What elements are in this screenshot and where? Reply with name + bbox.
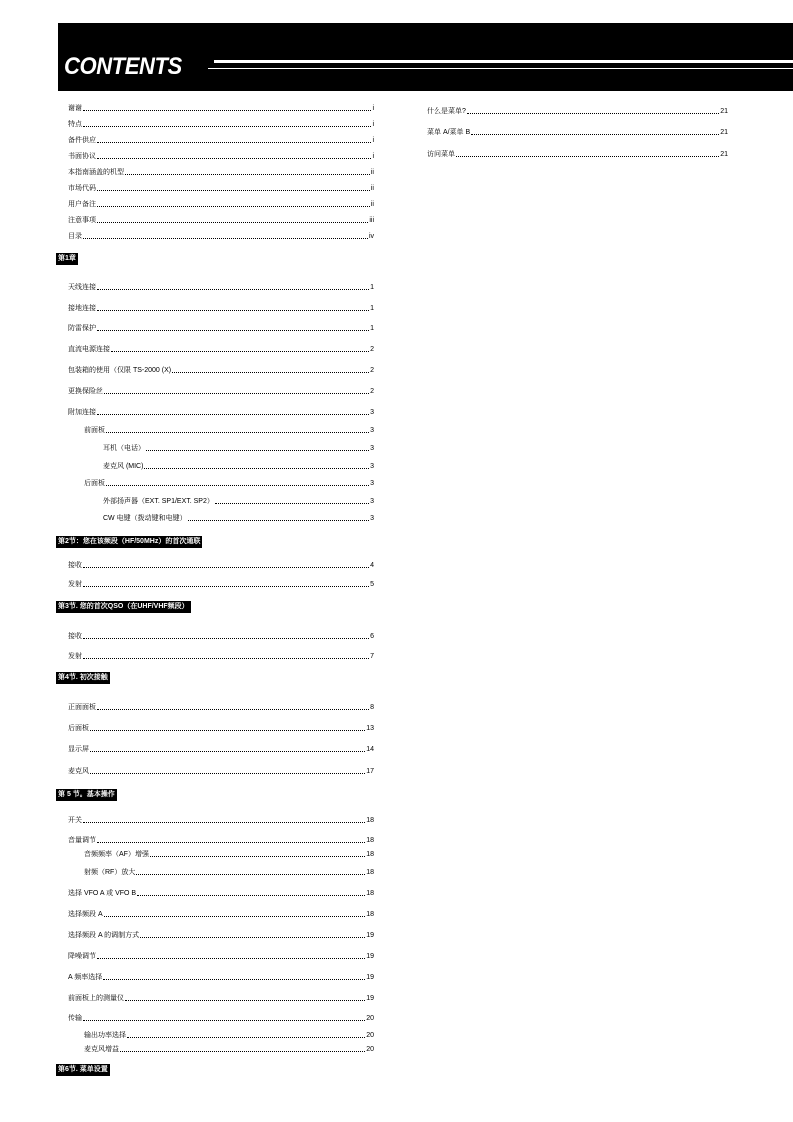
toc-entry-label: 选择频段 A: [68, 911, 103, 918]
toc-entry-label: 备件供应: [68, 137, 96, 144]
dot-leader: [188, 520, 369, 521]
toc-entry[interactable]: [68, 834, 374, 845]
toc-entry-page: iv: [368, 233, 374, 240]
dot-leader: [83, 567, 369, 568]
contents-header: [58, 23, 793, 91]
chapter-heading[interactable]: 第1章: [56, 253, 78, 265]
toc-entry-page: 8: [370, 704, 374, 711]
dot-leader: [97, 958, 365, 959]
toc-entry-label: 发射: [68, 581, 82, 588]
dot-leader: [137, 895, 365, 896]
toc-entry[interactable]: [84, 1029, 374, 1040]
dot-leader: [97, 158, 371, 159]
toc-entry[interactable]: [68, 971, 374, 982]
toc-entry-label: 本指南涵盖的机型: [68, 169, 124, 176]
toc-entry-label: 音量调节: [68, 837, 96, 844]
dot-leader: [97, 206, 370, 207]
dot-leader: [83, 238, 368, 239]
toc-entry[interactable]: [68, 1012, 374, 1023]
toc-entry-label: 接地连接: [68, 305, 96, 312]
toc-entry-page: 1: [370, 325, 374, 332]
dot-leader: [140, 937, 365, 938]
toc-entry-label: 前面板上的测量仪: [68, 995, 124, 1002]
toc-entry-page: 18: [366, 817, 374, 824]
toc-entry-page: 1: [370, 305, 374, 312]
toc-entry-page: ii: [370, 185, 374, 192]
toc-entry-page: 5: [370, 581, 374, 588]
toc-entry-page: 18: [366, 890, 374, 897]
toc-entry[interactable]: [84, 424, 374, 435]
toc-entry-page: i: [372, 153, 374, 160]
toc-entry-page: 3: [370, 463, 374, 470]
toc-entry-label: 防雷保护: [68, 325, 96, 332]
toc-entry[interactable]: [68, 230, 374, 241]
toc-entry-page: 17: [366, 768, 374, 775]
toc-entry-page: 19: [366, 995, 374, 1002]
chapter-heading[interactable]: 第 5 节。基本操作: [56, 789, 117, 801]
dot-leader: [90, 730, 365, 731]
toc-entry-label: 麦克风增益: [84, 1046, 119, 1053]
dot-leader: [90, 751, 365, 752]
dot-leader: [120, 1051, 365, 1052]
toc-entry[interactable]: [68, 322, 374, 333]
dot-leader: [97, 222, 368, 223]
toc-entry[interactable]: [84, 1043, 374, 1054]
header-rule-thin: [208, 68, 793, 69]
dot-leader: [90, 773, 365, 774]
toc-entry-page: 18: [366, 851, 374, 858]
toc-entry[interactable]: [68, 364, 374, 375]
toc-entry-page: ii: [370, 169, 374, 176]
dot-leader: [83, 110, 371, 111]
toc-entry-page: 19: [366, 932, 374, 939]
toc-entry-label: 外部扬声器（EXT. SP1/EXT. SP2）: [103, 498, 214, 505]
chapter-heading[interactable]: 第4节. 初次接触: [56, 672, 110, 684]
toc-entry-label: 用户备注: [68, 201, 96, 208]
toc-entry-label: 特点: [68, 121, 82, 128]
dot-leader: [136, 874, 365, 875]
toc-entry-label: 包装箱的使用（仅限 TS-2000 (X): [68, 367, 172, 374]
toc-entry[interactable]: [103, 442, 374, 453]
dot-leader: [104, 916, 366, 917]
toc-entry-label: 发射: [68, 653, 82, 660]
toc-entry-page: 3: [370, 445, 374, 452]
toc-entry[interactable]: [68, 302, 374, 313]
dot-leader: [127, 1037, 365, 1038]
dot-leader: [97, 289, 369, 290]
toc-entry-page: 3: [370, 515, 374, 522]
dot-leader: [97, 842, 365, 843]
toc-entry-label: 市场代码: [68, 185, 96, 192]
toc-entry-page: 3: [370, 480, 374, 487]
toc-entry-label: 目录: [68, 233, 82, 240]
page-title: CONTENTS: [64, 53, 182, 80]
toc-entry-label: 选择 VFO A 或 VFO B: [68, 890, 137, 897]
toc-entry-page: i: [372, 137, 374, 144]
toc-entry[interactable]: [68, 198, 374, 209]
toc-entry-page: 1: [370, 284, 374, 291]
dot-leader: [111, 351, 369, 352]
toc-entry-page: 2: [370, 367, 374, 374]
toc-entry[interactable]: [68, 929, 374, 940]
toc-entry-label: A 频率选择: [68, 974, 103, 981]
toc-entry-label: 传输: [68, 1015, 82, 1022]
toc-entry-label: 注意事项: [68, 217, 96, 224]
toc-entry[interactable]: [68, 814, 374, 825]
toc-entry-label: 后面板: [84, 480, 105, 487]
toc-entry-label: 接收: [68, 633, 82, 640]
toc-entry-label: 音频频率（AF）增强: [84, 851, 149, 858]
toc-entry[interactable]: [68, 385, 374, 396]
dot-leader: [106, 432, 369, 433]
toc-entry[interactable]: [68, 182, 374, 193]
dot-leader: [215, 503, 369, 504]
dot-leader: [83, 638, 369, 639]
dot-leader: [125, 174, 370, 175]
toc-entry[interactable]: [68, 887, 374, 898]
toc-entry-page: 20: [366, 1015, 374, 1022]
toc-entry[interactable]: [427, 126, 728, 137]
toc-entry-page: 14: [366, 746, 374, 753]
dot-leader: [144, 468, 369, 469]
toc-entry-label: 前面板: [84, 427, 105, 434]
dot-leader: [104, 393, 369, 394]
toc-entry-label: 开关: [68, 817, 82, 824]
toc-entry[interactable]: [68, 950, 374, 961]
toc-entry[interactable]: [68, 118, 374, 129]
toc-entry[interactable]: [84, 477, 374, 488]
toc-entry[interactable]: [68, 343, 374, 354]
dot-leader: [83, 658, 369, 659]
toc-entry[interactable]: [84, 866, 374, 877]
toc-entry[interactable]: [103, 495, 374, 506]
toc-entry-label: 菜单 A/菜单 B: [427, 129, 471, 136]
toc-entry-page: 4: [370, 562, 374, 569]
toc-entry-page: 18: [366, 911, 374, 918]
toc-entry-label: 访问菜单: [427, 151, 455, 158]
toc-entry-label: 接收: [68, 562, 82, 569]
toc-entry-label: 麦克风 (MIC): [103, 463, 144, 470]
dot-leader: [467, 113, 719, 114]
toc-entry-page: 13: [366, 725, 374, 732]
toc-entry[interactable]: [68, 650, 374, 661]
dot-leader: [97, 330, 369, 331]
dot-leader: [97, 310, 369, 311]
toc-entry[interactable]: [68, 214, 374, 225]
toc-entry-label: 显示屏: [68, 746, 89, 753]
toc-entry[interactable]: [84, 848, 374, 859]
toc-entry-page: 20: [366, 1046, 374, 1053]
toc-entry-page: 6: [370, 633, 374, 640]
toc-entry[interactable]: [103, 512, 374, 523]
toc-entry-page: 19: [366, 974, 374, 981]
toc-entry[interactable]: [68, 578, 374, 589]
toc-entry[interactable]: [68, 992, 374, 1003]
toc-entry[interactable]: [68, 630, 374, 641]
toc-entry[interactable]: [68, 134, 374, 145]
toc-entry[interactable]: [68, 166, 374, 177]
toc-entry-page: 18: [366, 837, 374, 844]
toc-entry[interactable]: [68, 722, 374, 733]
chapter-heading[interactable]: 第3节. 您的首次QSO（在UHF/VHF频段）: [56, 601, 191, 613]
toc-entry-page: 2: [370, 346, 374, 353]
header-rule-thick: [214, 60, 793, 63]
toc-entry-label: 更换保险丝: [68, 388, 103, 395]
toc-entry-page: iii: [369, 217, 374, 224]
toc-entry[interactable]: [68, 765, 374, 776]
toc-entry-label: 麦克风: [68, 768, 89, 775]
chapter-heading[interactable]: 第2节：您在该频段（HF/50MHz）的首次通联: [56, 536, 202, 548]
dot-leader: [125, 1000, 365, 1001]
dot-leader: [83, 1020, 365, 1021]
toc-entry-label: 天线连接: [68, 284, 96, 291]
toc-entry-page: i: [372, 121, 374, 128]
toc-entry[interactable]: [427, 148, 728, 159]
dot-leader: [456, 156, 719, 157]
toc-entry-label: 正面面板: [68, 704, 96, 711]
toc-entry-page: 21: [720, 151, 728, 158]
toc-entry-label: 输出功率选择: [84, 1032, 126, 1039]
toc-entry-label: 后面板: [68, 725, 89, 732]
dot-leader: [150, 856, 365, 857]
dot-leader: [97, 142, 371, 143]
toc-entry[interactable]: [68, 559, 374, 570]
toc-entry-label: 附加连接: [68, 409, 96, 416]
toc-entry-page: 19: [366, 953, 374, 960]
toc-entry[interactable]: [103, 460, 374, 471]
toc-entry[interactable]: [68, 102, 374, 113]
dot-leader: [83, 822, 365, 823]
toc-entry-label: 什么是菜单?: [427, 108, 466, 115]
toc-entry[interactable]: [68, 743, 374, 754]
dot-leader: [97, 414, 369, 415]
toc-entry[interactable]: [68, 150, 374, 161]
toc-entry[interactable]: [427, 105, 728, 116]
dot-leader: [146, 450, 369, 451]
toc-entry-label: 耳机（电话）: [103, 445, 145, 452]
dot-leader: [97, 709, 369, 710]
dot-leader: [83, 126, 371, 127]
dot-leader: [83, 586, 369, 587]
toc-entry-page: 18: [366, 869, 374, 876]
toc-entry[interactable]: [68, 281, 374, 292]
toc-entry[interactable]: [68, 701, 374, 712]
toc-entry-label: 书面协议: [68, 153, 96, 160]
dot-leader: [97, 190, 370, 191]
toc-entry-label: 射频（RF）放大: [84, 869, 136, 876]
toc-entry-label: CW 电键（拨动键和电键）: [103, 515, 187, 522]
dot-leader: [103, 979, 365, 980]
toc-entry-label: 降噪调节: [68, 953, 96, 960]
dot-leader: [106, 485, 369, 486]
toc-entry-page: 7: [370, 653, 374, 660]
toc-entry-page: i: [372, 105, 374, 112]
toc-entry-label: 谢谢: [68, 105, 82, 112]
toc-entry-page: 2: [370, 388, 374, 395]
toc-entry[interactable]: [68, 908, 374, 919]
toc-entry[interactable]: [68, 406, 374, 417]
toc-entry-page: 3: [370, 409, 374, 416]
toc-entry-label: 直流电源连接: [68, 346, 110, 353]
toc-entry-label: 选择频段 A 的调制方式: [68, 932, 140, 939]
dot-leader: [471, 134, 719, 135]
toc-entry-page: 3: [370, 427, 374, 434]
dot-leader: [172, 372, 369, 373]
toc-entry-page: 21: [720, 129, 728, 136]
chapter-heading[interactable]: 第6节. 菜单设置: [56, 1064, 110, 1076]
toc-entry-page: ii: [370, 201, 374, 208]
toc-entry-page: 21: [720, 108, 728, 115]
toc-entry-page: 20: [366, 1032, 374, 1039]
toc-entry-page: 3: [370, 498, 374, 505]
